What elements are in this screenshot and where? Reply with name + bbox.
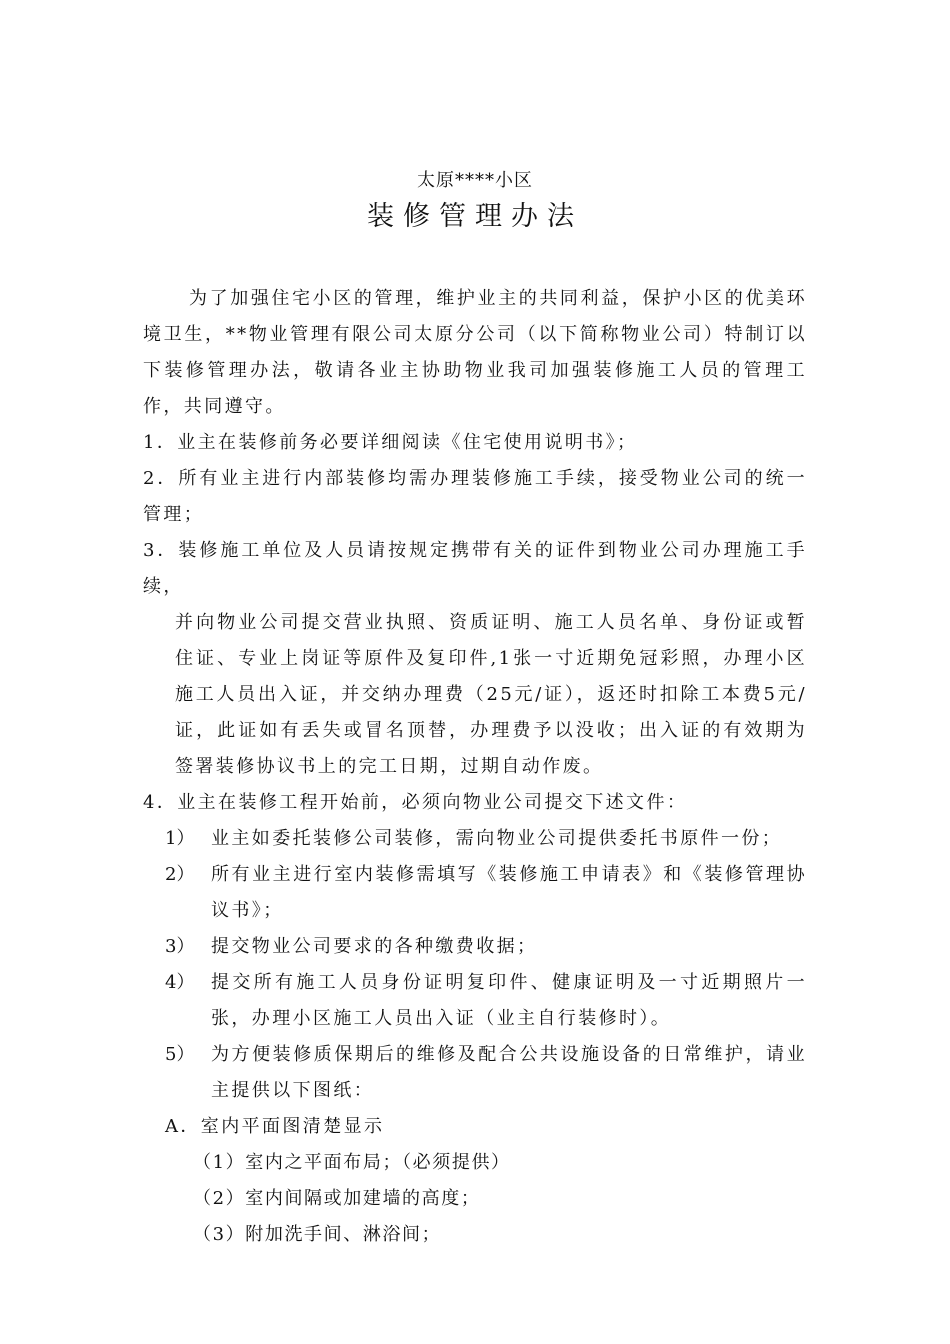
subitem-5-text: 为方便装修质保期后的维修及配合公共设施设备的日常维护，请业主提供以下图纸：: [211, 1044, 807, 1101]
subitem-2-text: 所有业主进行室内装修需填写《装修施工申请表》和《装修管理协议书》；: [211, 864, 807, 921]
subitem-1: [143, 821, 807, 857]
rule-item-1: 1．业主在装修前务必要详细阅读《住宅使用说明书》；: [143, 432, 638, 453]
subitem-2-label: 2）: [165, 864, 195, 885]
subitem-3: [143, 929, 807, 965]
rule-item-3-continuation: 并向物业公司提交营业执照、资质证明、施工人员名单、身份证或暂住证、专业上岗证等原件及复印件,1张一寸近期免冠彩照，办理小区施工人员出入证，并交纳办理费（25元/证），返还时扣除工本费5元/证，此证如有丢失或冒名顶替，办理费予以没收；出入证的有效期为签署装修协议书上的完工日期，过期自动作废。: [175, 612, 807, 777]
section-a-item-1: （1）室内之平面布局；（必须提供）: [193, 1152, 511, 1173]
subitem-5-label: 5）: [165, 1044, 195, 1065]
document-body: [143, 281, 807, 1253]
document-title: 装修管理办法: [367, 201, 583, 232]
subitem-1-label: 1）: [165, 828, 195, 849]
subitem-2: [143, 857, 807, 929]
subitem-5: [143, 1037, 807, 1109]
section-a-heading: A．室内平面图清楚显示: [165, 1116, 385, 1137]
subitem-4-label: 4）: [165, 972, 195, 993]
section-a-item-3: （3）附加洗手间、淋浴间；: [193, 1224, 442, 1245]
subitem-1-text: 业主如委托装修公司装修，需向物业公司提供委托书原件一份；: [211, 828, 783, 849]
subitem-4: [143, 965, 807, 1037]
subitem-3-label: 3）: [165, 936, 195, 957]
rule-item-3: 3．装修施工单位及人员请按规定携带有关的证件到物业公司办理施工手续，: [143, 540, 807, 597]
section-a-item-2: （2）室内间隔或加建墙的高度；: [193, 1188, 481, 1209]
subitem-4-text: 提交所有施工人员身份证明复印件、健康证明及一寸近期照片一张，办理小区施工人员出入证（业主自行装修时）。: [211, 972, 807, 1029]
rule-item-4: 4．业主在装修工程开始前，必须向物业公司提交下述文件：: [143, 792, 688, 813]
document-subtitle: 太原****小区: [417, 170, 533, 191]
subitem-3-text: 提交物业公司要求的各种缴费收据；: [211, 936, 538, 957]
rule-item-2: 2．所有业主进行内部装修均需办理装修施工手续，接受物业公司的统一管理；: [143, 468, 807, 525]
intro-paragraph: 为了加强住宅小区的管理，维护业主的共同利益，保护小区的优美环境卫生，**物业管理有限公司太原分公司（以下简称物业公司）特制订以下装修管理办法，敬请各业主协助物业我司加强装修施工人员的管理工作，共同遵守。: [143, 288, 807, 417]
